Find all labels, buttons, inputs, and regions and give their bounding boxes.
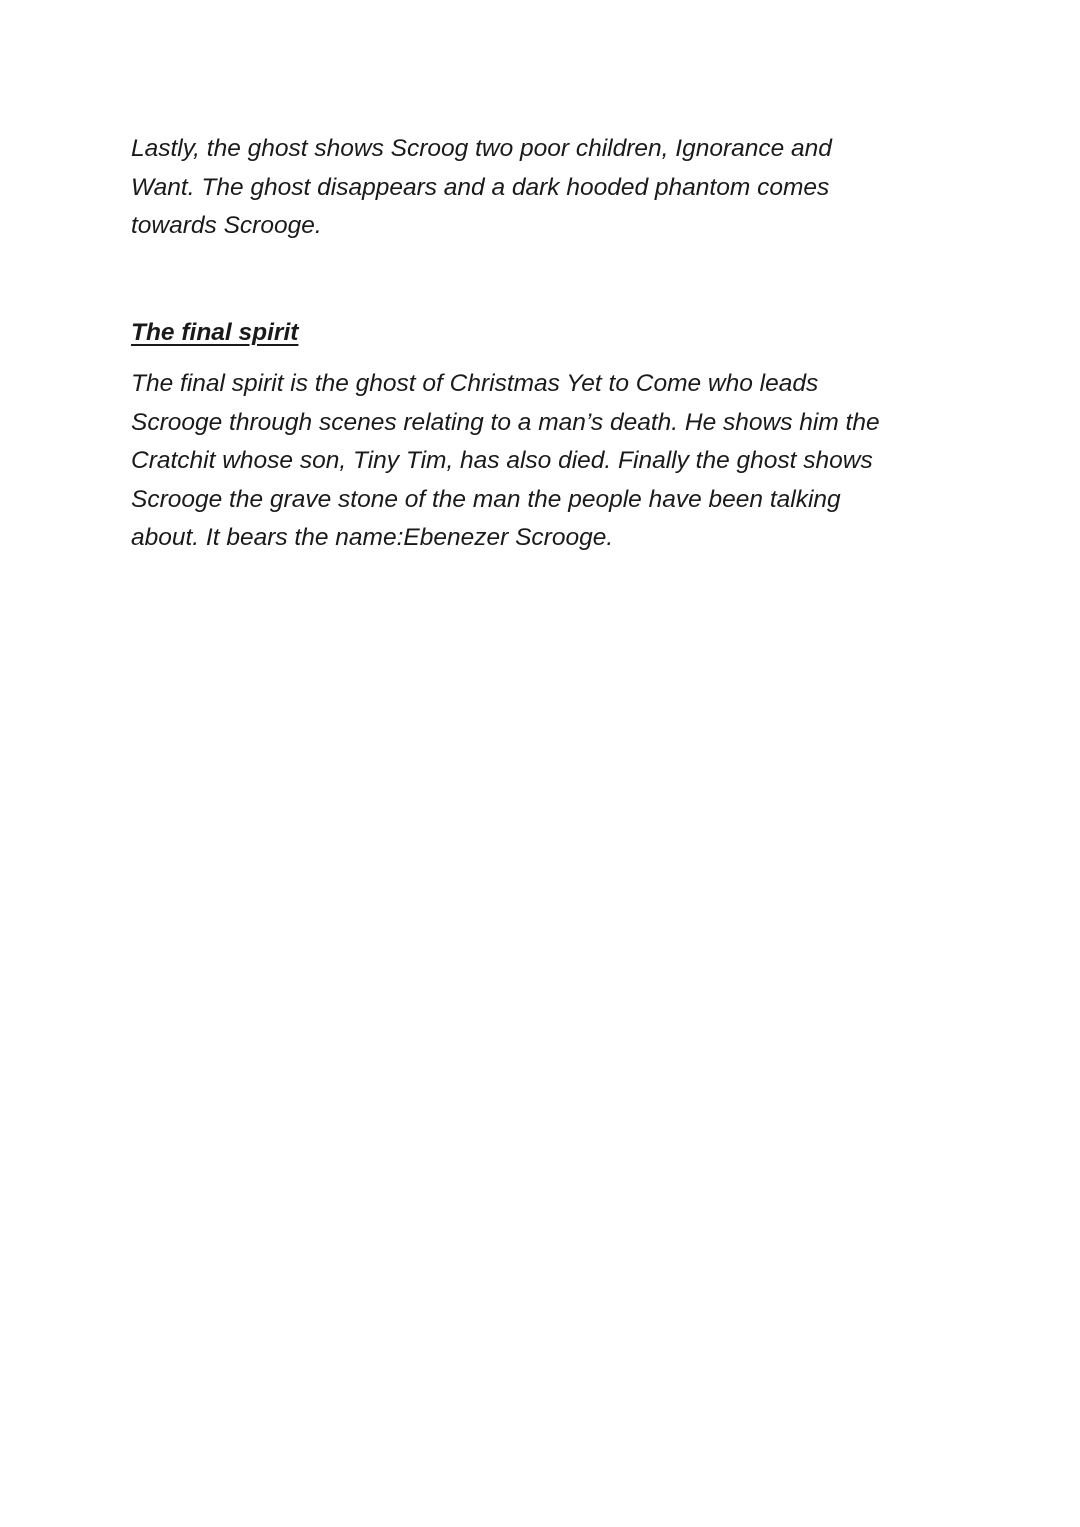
paragraph-final-spirit [131,365,961,558]
text-line: Scrooge the grave stone of the man the people have been talking [131,485,841,513]
paragraph-ignorance-and-want [131,130,961,246]
text-line: Scrooge through scenes relating to a man’s death. He shows him the [131,408,880,436]
text-line: about. It bears the name:Ebenezer Scrooge. [131,524,614,551]
section-heading: The final spirit [131,319,299,346]
text-line: Cratchit whose son, Tiny Tim, has also died. Finally the ghost shows [131,447,873,474]
text-line: Want. The ghost disappears and a dark hooded phantom comes [131,173,830,201]
text-line: Lastly, the ghost shows Scroog two poor children, Ignorance and [131,135,832,162]
text-line: The final spirit is the ghost of Christmas Yet to Come who leads [131,370,819,397]
text-line: towards Scrooge. [131,212,322,239]
